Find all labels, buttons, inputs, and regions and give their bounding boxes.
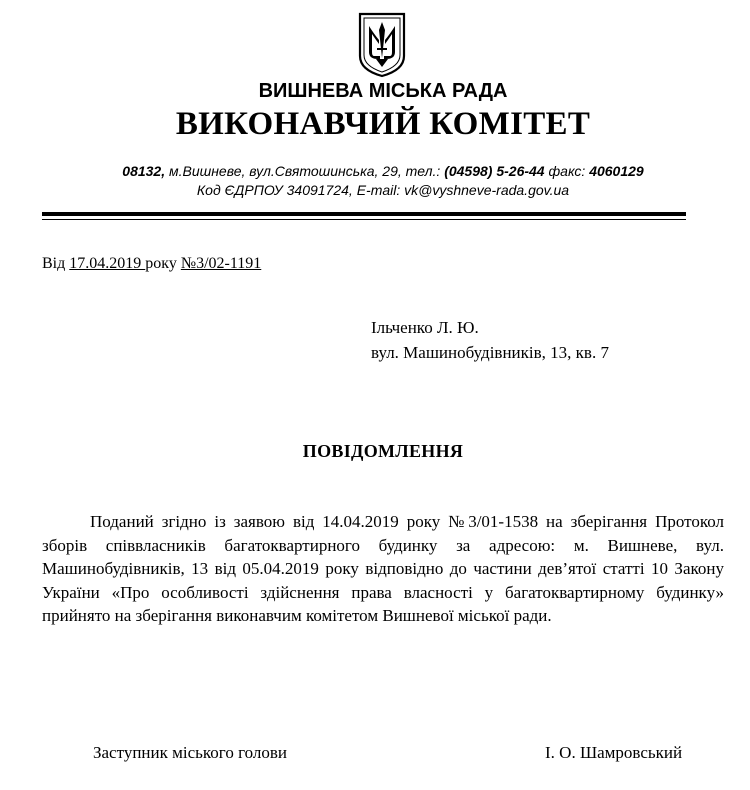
postcode: 08132,: [122, 163, 166, 179]
addressee-address: вул. Машинобудівників, 13, кв. 7: [371, 343, 609, 362]
address-text: м.Вишневе, вул.Святошинська, 29, тел.:: [165, 163, 445, 179]
from-label: Від: [42, 255, 70, 272]
document-title: ПОВІДОМЛЕННЯ: [302, 441, 464, 461]
addressee-name: Ільченко Л. Ю.: [371, 318, 479, 337]
document-date: 17.04.2019: [69, 255, 146, 272]
document-reference: [42, 255, 261, 273]
notice-body: Поданий згідно із заявою від 14.04.2019 року №3/01-1538 на зберігання Протокол зборів співвласників багатоквартирного будинку за адресою: м. Вишневе, вул. Машинобудівників, 13 від 05.04.2019 року відповідно до частини дев’ятої статті 10 Закону України «Про особливості здійснення права власності у багатоквартирному будинку» прийнято на зберігання виконавчим комітетом Вишневої міської ради.: [42, 512, 724, 625]
contacts-line-1: [8, 163, 750, 179]
fax-label: факс:: [544, 163, 590, 179]
signatory-role: Заступник міського голови: [93, 743, 288, 762]
trident-coat-of-arms-icon: [358, 12, 406, 78]
contacts-line-2: Код ЄДРПОУ 34091724, E-mail: vk@vyshneve-rada.gov.ua: [196, 182, 570, 198]
header-divider-thin: [42, 219, 686, 220]
fax-number: 4060129: [589, 163, 644, 179]
header-divider-thick: [42, 212, 686, 216]
document-number: №3/02-1191: [180, 255, 262, 272]
council-name: ВИШНЕВА МІСЬКА РАДА: [258, 80, 508, 102]
year-label: року: [145, 255, 181, 272]
phone-number: (04598) 5-26-44: [444, 163, 545, 179]
signatory-name: І. О. Шамровський: [545, 743, 683, 762]
committee-name: ВИКОНАВЧИЙ КОМІТЕТ: [175, 106, 591, 142]
